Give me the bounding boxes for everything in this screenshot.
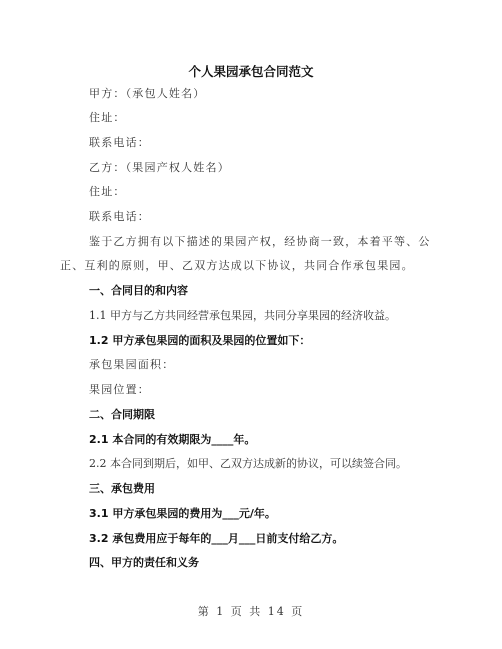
- preamble-line-1: 鉴于乙方拥有以下描述的果园产权，经协商一致，本着平等、公: [89, 235, 431, 248]
- party-a-address: 住址：: [89, 111, 126, 124]
- section-2-heading: 二、合同期限: [89, 408, 155, 421]
- page-indicator: 第 1 页 共 14 页: [197, 605, 305, 618]
- orchard-area: 承包果园面积：: [89, 358, 175, 371]
- document-title: 个人果园承包合同范文: [188, 64, 314, 79]
- section-1-heading: 一、合同目的和内容: [89, 284, 188, 297]
- orchard-location: 果园位置：: [89, 383, 150, 396]
- party-a-phone: 联系电话：: [89, 136, 150, 149]
- clause-3-1: 3.1 甲方承包果园的费用为___元/年。: [89, 507, 276, 520]
- party-b-address: 住址：: [89, 185, 126, 198]
- party-b-label: 乙方：（果园产权人姓名）: [89, 161, 230, 174]
- party-b-phone: 联系电话：: [89, 210, 150, 223]
- clause-1-2: 1.2 甲方承包果园的面积及果园的位置如下：: [89, 334, 311, 347]
- clause-2-2: 2.2 本合同到期后，如甲、乙双方达成新的协议，可以续签合同。: [89, 457, 407, 470]
- clause-3-2: 3.2 承包费用应于每年的___月___日前支付给乙方。: [89, 532, 344, 545]
- clause-2-1: 2.1 本合同的有效期限为____年。: [89, 433, 256, 446]
- preamble-line-2: 正、互利的原则，甲、乙双方达成以下协议，共同合作承包果园。: [60, 259, 414, 272]
- party-a-label: 甲方：（承包人姓名）: [89, 87, 206, 100]
- section-4-heading: 四、甲方的责任和义务: [89, 556, 199, 569]
- section-3-heading: 三、承包费用: [89, 482, 155, 495]
- clause-1-1: 1.1 甲方与乙方共同经营承包果园，共同分享果园的经济收益。: [89, 309, 396, 322]
